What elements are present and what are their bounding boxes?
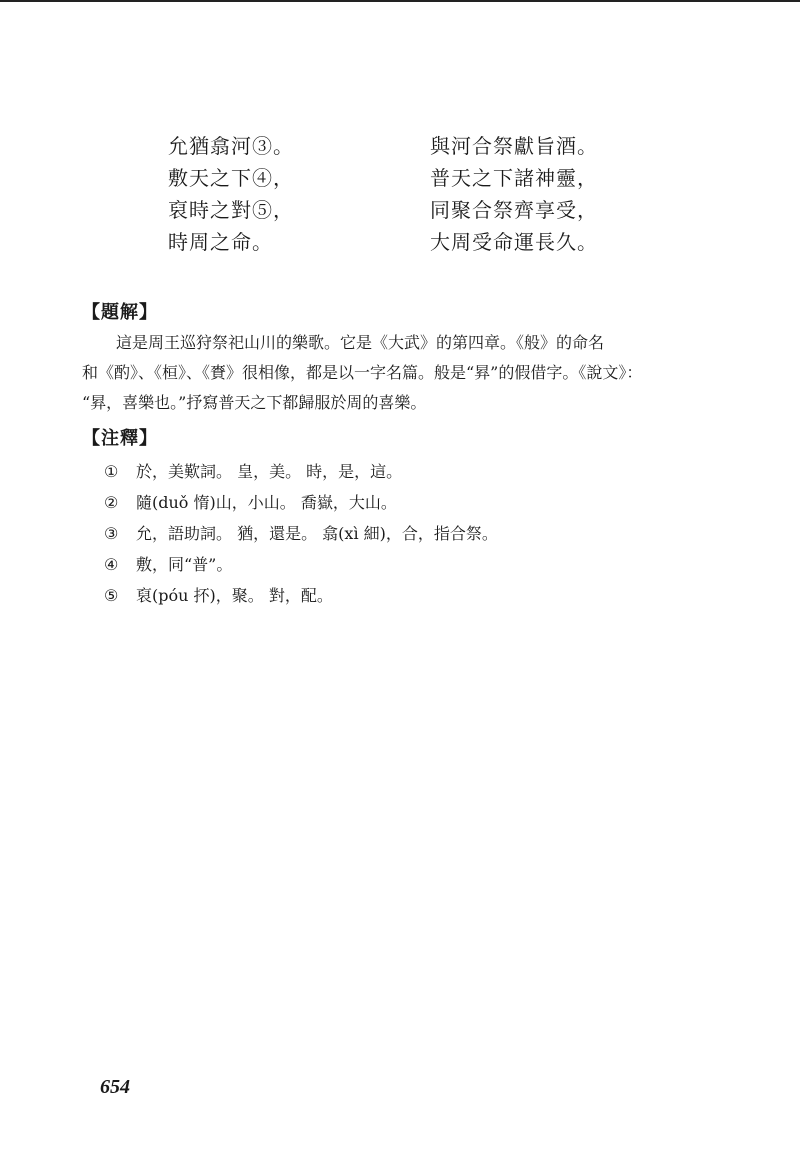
paragraph-line: “昪，喜樂也。”抒寫普天之下都歸服於周的喜樂。 [82, 393, 427, 412]
annotation-number: ③ [104, 524, 119, 543]
title-explanation-text [82, 328, 672, 418]
paragraph-line: 這是周王巡狩祭祀山川的樂歌。它是《大武》的第四章。《般》的命名 [116, 333, 605, 352]
poem-line: 同聚合祭齊享受， [430, 198, 598, 222]
poem-line: 裒時之對⑤， [168, 198, 294, 222]
annotation-item [104, 580, 498, 611]
annotation-item [104, 487, 498, 518]
annotation-text: 裒(póu 抔)，聚。 對，配。 [136, 586, 333, 605]
poem-line: 時周之命。 [168, 230, 273, 254]
page-number: 654 [100, 1076, 130, 1098]
annotation-text: 允，語助詞。 猶，還是。 翕(xì 細)，合，指合祭。 [136, 524, 498, 543]
annotation-item [104, 518, 498, 549]
annotations-heading: 【注釋】 [82, 428, 158, 449]
annotation-text: 於，美歎詞。 皇，美。 時，是，這。 [136, 462, 403, 481]
paragraph-line: 和《酌》、《桓》、《賚》很相像，都是以一字名篇。般是“昪”的假借字。《說文》： [82, 363, 643, 382]
annotation-item [104, 549, 498, 580]
poem-translation-column [430, 130, 598, 258]
poem-line: 普天之下諸神靈， [430, 166, 598, 190]
annotation-number: ④ [104, 555, 119, 574]
annotations-list [104, 456, 498, 611]
poem-original-column [168, 130, 294, 258]
annotation-item [104, 456, 498, 487]
annotation-number: ① [104, 462, 119, 481]
annotation-text: 隨(duǒ 惰)山，小山。 喬嶽，大山。 [136, 493, 397, 512]
annotation-number: ② [104, 493, 119, 512]
poem-line: 大周受命運長久。 [430, 230, 598, 254]
top-rule [0, 0, 800, 2]
poem-line: 敷天之下④， [168, 166, 294, 190]
title-explanation-heading: 【題解】 [82, 302, 158, 323]
annotation-number: ⑤ [104, 586, 119, 605]
poem-line: 與河合祭獻旨酒。 [430, 134, 598, 158]
annotation-text: 敷，同“普”。 [136, 555, 233, 574]
poem-line: 允猶翕河③。 [168, 134, 294, 158]
